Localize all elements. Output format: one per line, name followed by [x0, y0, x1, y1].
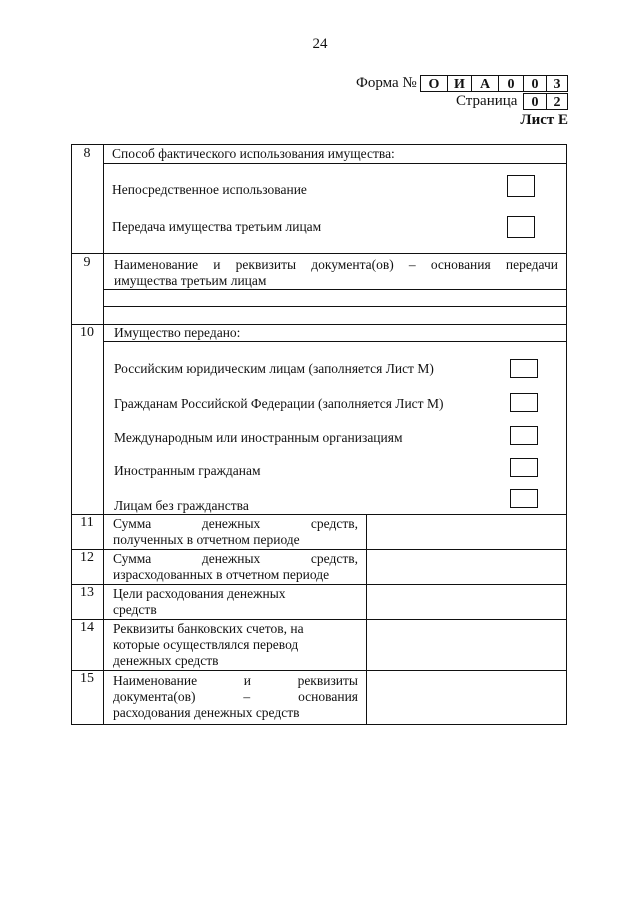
option-label: Гражданам Российской Федерации (заполняется Лист М) — [114, 396, 444, 411]
row-number: 8 — [83, 146, 91, 161]
option-checkbox[interactable] — [510, 426, 538, 445]
row-label: расходования денежных средств — [113, 705, 300, 720]
table-border-right — [566, 144, 567, 725]
row-label: израсходованных в отчетном периоде — [113, 567, 330, 582]
row-title: имущества третьим лицам — [114, 273, 267, 288]
page-number: 24 — [312, 36, 328, 52]
row-title: Способ фактического использования имущества: — [112, 146, 395, 161]
row-line — [71, 253, 567, 254]
table-divider-num — [103, 144, 104, 725]
page-label: Страница — [456, 93, 518, 109]
document-name-field[interactable] — [104, 307, 566, 323]
option-label: Иностранным гражданам — [114, 463, 261, 478]
spending-document-field[interactable] — [367, 671, 566, 724]
document-name-field[interactable] — [104, 290, 566, 306]
row-label: Реквизиты банковских счетов, на — [113, 621, 304, 636]
row-number: 13 — [80, 585, 94, 600]
row-line — [71, 144, 567, 145]
row-number: 12 — [80, 550, 94, 565]
row-number: 9 — [83, 255, 91, 270]
page-code-cell: 2 — [546, 93, 568, 110]
option-checkbox[interactable] — [510, 393, 538, 412]
form-number-label: Форма № — [356, 75, 417, 91]
row-title: Наименование и реквизиты документа(ов) – основания передачи — [114, 257, 558, 272]
option-label: Международным или иностранным организациям — [114, 430, 403, 445]
option-checkbox[interactable] — [507, 175, 535, 197]
option-label: Передача имущества третьим лицам — [112, 219, 322, 234]
form-code-cell: А — [471, 75, 499, 92]
row-line — [71, 724, 567, 725]
row-label: Сумма денежных средств, — [113, 516, 358, 531]
form-code-cell: 0 — [523, 75, 547, 92]
option-checkbox[interactable] — [510, 359, 538, 378]
form-code-cell: И — [447, 75, 472, 92]
form-code-cell: 0 — [498, 75, 524, 92]
bank-accounts-field[interactable] — [367, 620, 566, 670]
row-label: средств — [113, 602, 157, 617]
row-label: Наименование и реквизиты — [113, 673, 358, 688]
row-line — [103, 341, 566, 342]
option-label: Российским юридическим лицам (заполняется Лист М) — [114, 361, 434, 376]
amount-spent-field[interactable] — [367, 550, 566, 584]
row-label: Цели расходования денежных — [113, 586, 286, 601]
row-line — [103, 163, 566, 164]
table-border-left — [71, 144, 72, 725]
option-label: Непосредственное использование — [112, 182, 307, 197]
amount-received-field[interactable] — [367, 515, 566, 549]
row-number: 11 — [80, 515, 94, 530]
row-label: Сумма денежных средств, — [113, 551, 358, 566]
sheet-label: Лист Е — [520, 112, 568, 128]
option-label: Лицам без гражданства — [114, 498, 249, 513]
spending-purpose-field[interactable] — [367, 585, 566, 619]
row-number: 15 — [80, 671, 94, 686]
form-code-cell: 3 — [546, 75, 568, 92]
row-label: которые осуществлялся перевод — [113, 637, 299, 652]
option-checkbox[interactable] — [510, 458, 538, 477]
row-number: 10 — [80, 325, 94, 340]
option-checkbox[interactable] — [510, 489, 538, 508]
row-title: Имущество передано: — [114, 325, 241, 340]
row-label: полученных в отчетном периоде — [113, 532, 300, 547]
row-number: 14 — [80, 620, 94, 635]
page-code-cell: 0 — [523, 93, 547, 110]
row-label: денежных средств — [113, 653, 219, 668]
form-code-cell: О — [420, 75, 448, 92]
row-label: документа(ов) – основания — [113, 689, 358, 704]
option-checkbox[interactable] — [507, 216, 535, 238]
